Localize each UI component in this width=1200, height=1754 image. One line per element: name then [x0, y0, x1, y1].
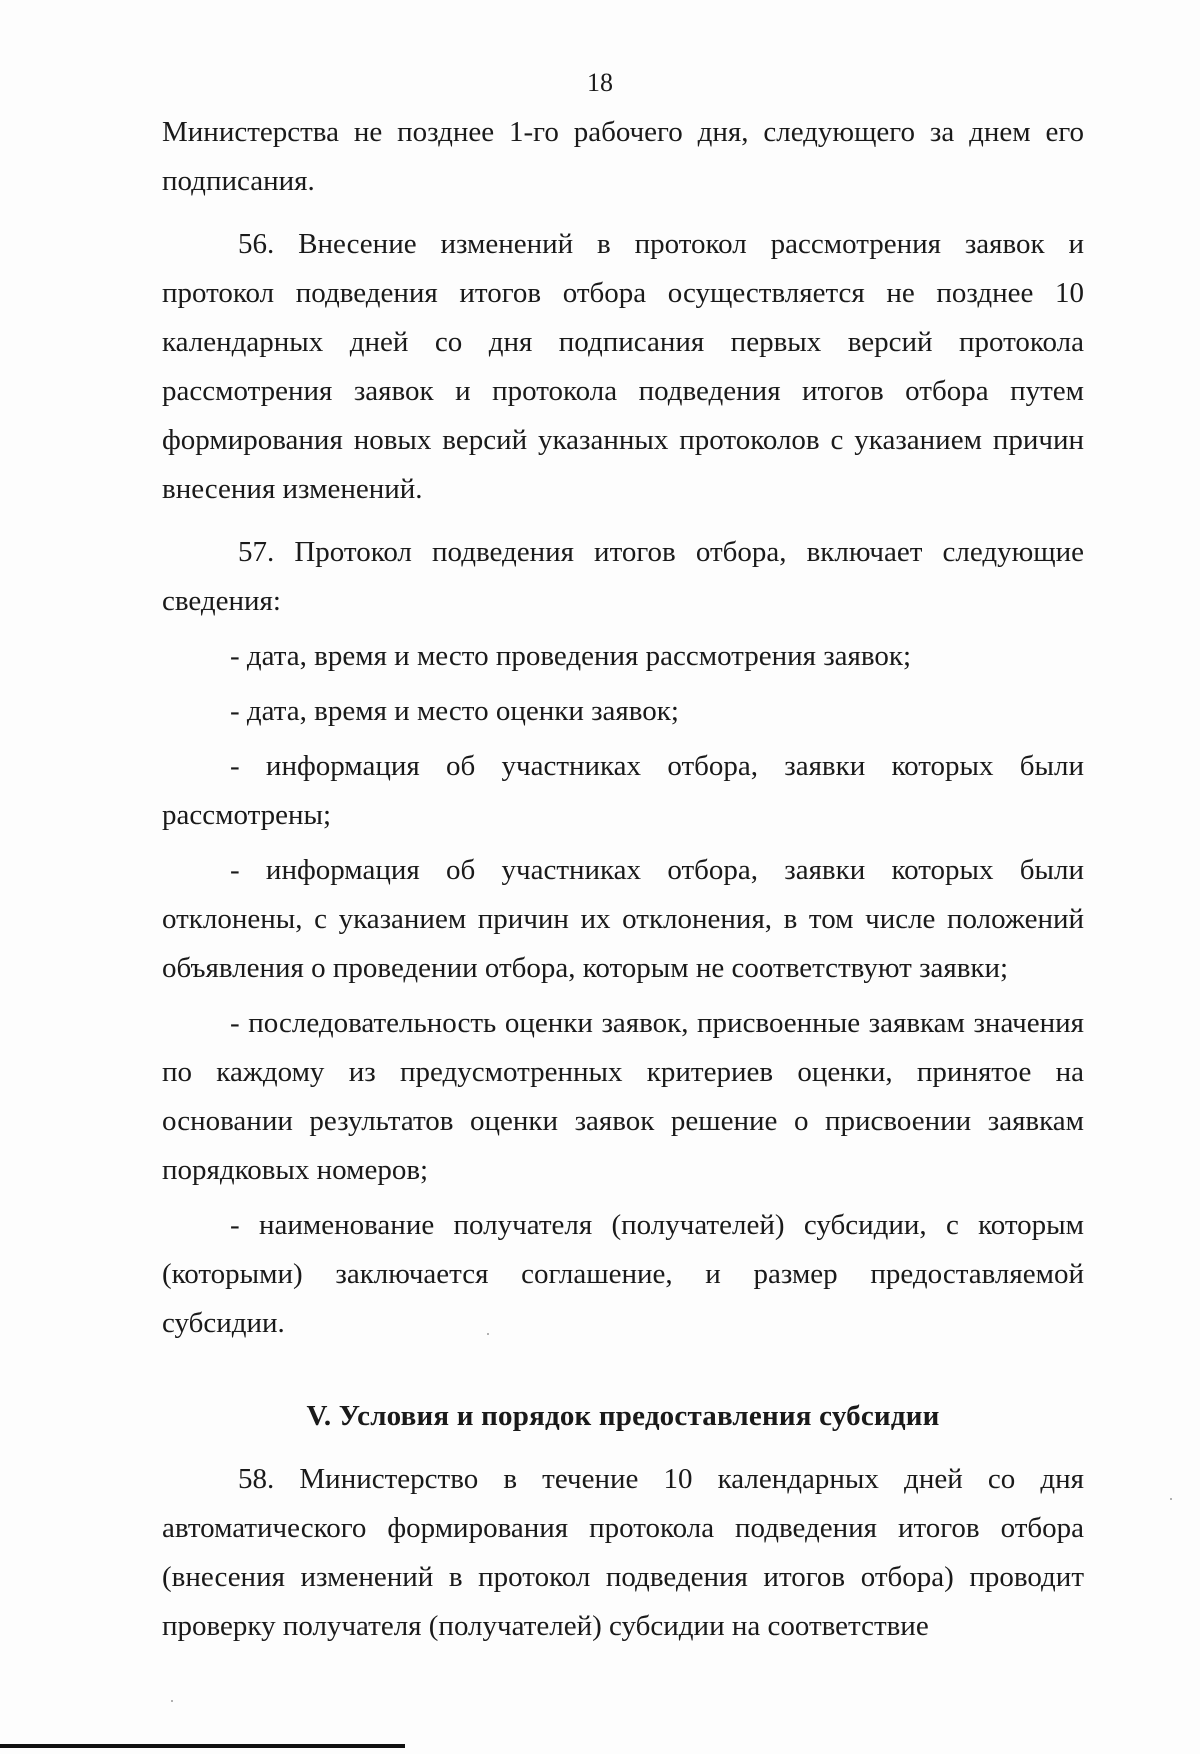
scan-speck — [171, 1700, 173, 1702]
list-item: - информация об участниках отбора, заявки которых были отклонены, с указанием причин их отклонения, в том числе положений объявления о проведении отбора, которым не соответствуют заявки; — [162, 854, 1084, 984]
section-heading: V. Условия и порядок предоставления субсидии — [306, 1400, 940, 1432]
list-item: - последовательность оценки заявок, присвоенные заявкам значения по каждому из предусмотренных критериев оценки, принятое на основании результатов оценки заявок решение о присвоении заявкам порядковых номеров; — [162, 1007, 1084, 1186]
list-item: - дата, время и место оценки заявок; — [230, 695, 679, 727]
document-body — [162, 108, 1084, 1651]
list-item: - информация об участниках отбора, заявки которых были рассмотрены; — [162, 750, 1084, 831]
list-item: - дата, время и место проведения рассмотрения заявок; — [230, 640, 912, 672]
scan-speck — [1170, 1498, 1172, 1500]
paragraph-58: 58. Министерство в течение 10 календарных дней со дня автоматического формирования протокола подведения итогов отбора (внесения изменений в протокол подведения итогов отбора) проводит проверку получателя (получателей) субсидии на соответствие — [162, 1463, 1084, 1642]
list-item: - наименование получателя (получателей) субсидии, с которым (которыми) заключается соглашение, и размер предоставляемой субсидии. — [162, 1209, 1084, 1339]
paragraph-continuation: Министерства не позднее 1-го рабочего дня, следующего за днем его подписания. — [162, 116, 1084, 197]
page-number: 18 — [587, 68, 613, 97]
scan-speck — [487, 1333, 489, 1335]
scan-edge-rule — [0, 1744, 405, 1748]
paragraph-57: 57. Протокол подведения итогов отбора, включает следующие сведения: — [162, 536, 1084, 617]
paragraph-56: 56. Внесение изменений в протокол рассмотрения заявок и протокол подведения итогов отбора осуществляется не позднее 10 календарных дней со дня подписания первых версий протокола рассмотрения заявок и протокола подведения итогов отбора путем формирования новых версий указанных протоколов с указанием причин внесения изменений. — [162, 228, 1084, 505]
